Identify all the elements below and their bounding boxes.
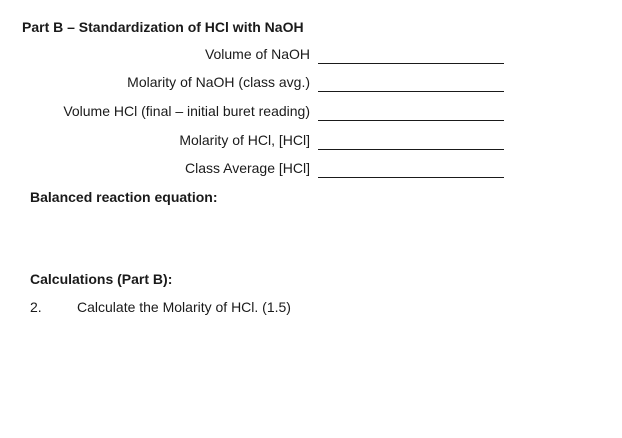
- answer-blank-molarity-naoh[interactable]: [318, 91, 504, 92]
- field-label: Molarity of HCl, [HCl]: [179, 132, 310, 148]
- field-row-class-average-hcl: [0, 160, 622, 180]
- question-text: Calculate the Molarity of HCl. (1.5): [77, 299, 291, 315]
- field-row-volume-naoh: [0, 46, 622, 66]
- field-label: Class Average [HCl]: [184, 160, 310, 176]
- question-number: 2.: [30, 299, 42, 315]
- balanced-equation-label: Balanced reaction equation:: [30, 189, 218, 205]
- field-label: Volume of NaOH: [204, 46, 310, 62]
- field-row-molarity-naoh: [0, 74, 622, 94]
- field-row-molarity-hcl: [0, 132, 622, 152]
- answer-blank-class-average-hcl[interactable]: [318, 177, 504, 178]
- field-label: Molarity of NaOH (class avg.): [127, 74, 310, 90]
- field-row-volume-hcl: [0, 103, 622, 123]
- answer-blank-volume-hcl[interactable]: [318, 120, 504, 121]
- section-title: Part B – Standardization of HCl with NaOH: [22, 19, 304, 35]
- field-label: Volume HCl (final – initial buret reading): [63, 103, 310, 119]
- calculations-label: Calculations (Part B):: [30, 271, 173, 287]
- answer-blank-molarity-hcl[interactable]: [318, 149, 504, 150]
- answer-blank-volume-naoh[interactable]: [318, 63, 504, 64]
